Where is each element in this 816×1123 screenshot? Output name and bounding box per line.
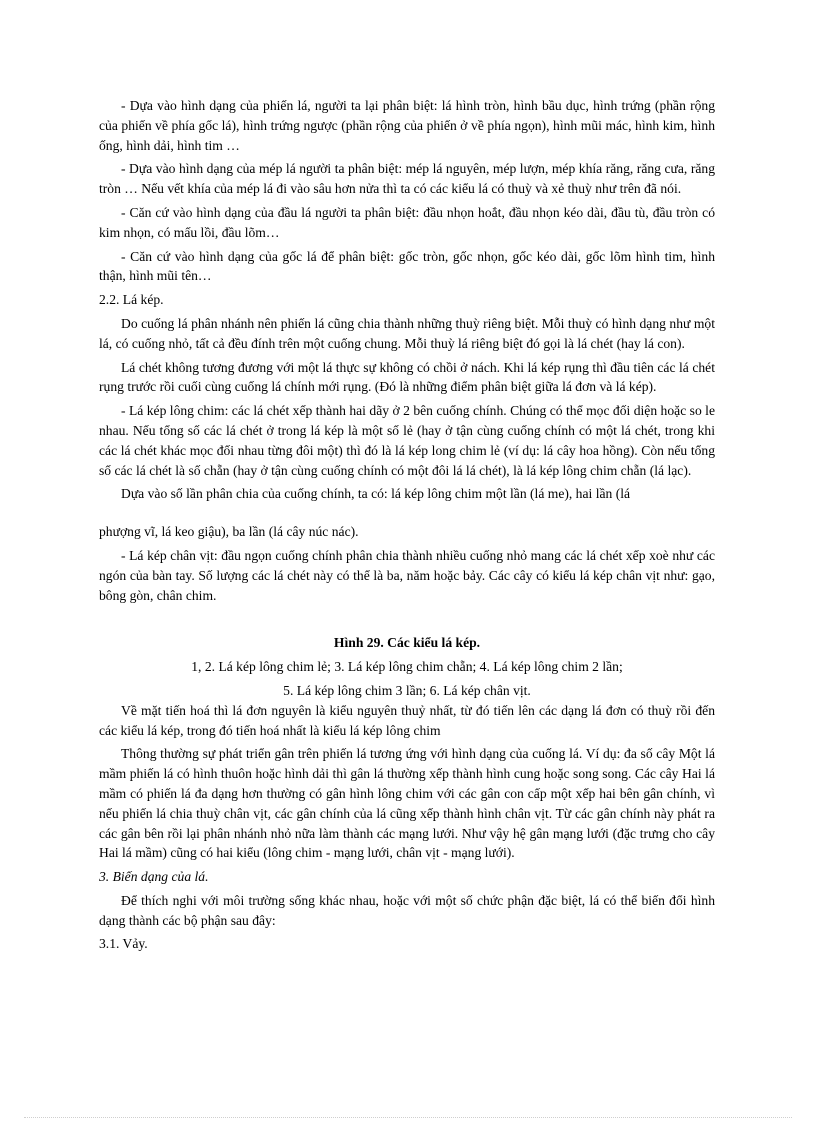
document-page [99,96,715,958]
paragraph-leaf-modification: Để thích nghi với môi trường sống khác nhau, hoặc với một số chức phận đặc biệt, lá có thể biến đổi hình dạng thành các bộ phận sau đây: [99,892,715,928]
paragraph-evolution: Về mặt tiến hoá thì lá đơn nguyên là kiểu nguyên thuỷ nhất, từ đó tiến lên các dạng lá đơn có thuỳ rồi đến các kiểu lá kép, trong đó tiến hoá nhất là kiểu lá kép lông chim [99,702,715,738]
figure-title: Hình 29. Các kiểu lá kép. [333,635,481,651]
paragraph-division-count: Dựa vào số lần phân chia của cuống chính, ta có: lá kép lông chim một lần (lá me), hai lần (lá [121,486,631,502]
section-heading-leaf-modification: 3. Biến dạng của lá. [99,869,209,885]
paragraph-leaflet: Lá chét không tương đương với một lá thực sự không có chồi ở nách. Khi lá kép rụng thì đầu tiên các lá chét rụng trước rồi cuối cùng cuống lá chính mới rụng. (Đó là những điểm phân biệt giữa lá đơn và lá kép). [99,359,715,395]
paragraph-venation: Thông thường sự phát triển gân trên phiến lá tương ứng với hình dạng của cuống lá. Ví dụ: đa số cây Một lá mầm phiến lá có hình thuôn hoặc hình dải thì gân lá thường xếp thành hình cung hoặc song song. Các cây Hai lá mầm có phiến lá đa dạng hơn thường có gân hình lông chim với các gân con cấp một xếp hai bên gân chính, vì nếu phiến lá chia thuỳ chân vịt, các gân chính của lá cũng xếp thành hình chân vịt. Từ các gân chính này phát ra các gân bên rồi lại phân nhánh nhỏ nữa làm thành các mạng lưới. Như vậy hệ gân mạng lưới (đặc trưng cho cây Hai lá mầm) cũng có hai kiểu (lông chim - mạng lưới, chân vịt - mạng lưới). [99,746,715,861]
page-bottom-divider [24,1117,792,1118]
paragraph-pinnate-leaf: - Lá kép lông chim: các lá chét xếp thành hai dãy ở 2 bên cuống chính. Chúng có thể mọc đối diện hoặc so le nhau. Nếu tổng số các lá chét ở trong lá kép là một số lẻ (hay ở tận cùng cuống chính có một lá chét, trong khi các lá chét khác mọc đối nhau từng đôi một) thì đó là lá kép long chim lẻ (ví dụ: lá cây hoa hồng). Còn nếu tổng số các lá chét là số chẵn (hay ở tận cùng cuống chính có một đôi lá lá chét), là lá kép lông chim chẵn (lá lạc). [99,403,715,478]
section-heading-compound-leaf: 2.2. Lá kép. [99,292,164,308]
paragraph-compound-leaf-intro: Do cuống lá phân nhánh nên phiến lá cũng chia thành những thuỳ riêng biệt. Mỗi thuỳ có hình dạng như một lá, có cuống nhỏ, tất cả đều đính trên một cuống chung. Mỗi thuỳ lá riêng biệt đó gọi là lá chét (hay lá con). [99,315,715,351]
section-heading-scales: 3.1. Vảy. [99,936,148,952]
figure-caption-line-1: 1, 2. Lá kép lông chim lẻ; 3. Lá kép lông chim chẵn; 4. Lá kép lông chim 2 lần; [191,659,623,675]
paragraph-leaf-blade-shape: - Dựa vào hình dạng của phiến lá, người ta lại phân biệt: lá hình tròn, hình bầu dục, hình trứng (phần rộng của phiến về phía gốc lá), hình trứng ngược (phần rộng của phiến ở về phía ngọn), hình mũi mác, hình kim, hình ống, hình dải, hình tim … [99,98,715,153]
paragraph-leaf-apex: - Căn cứ vào hình dạng của đầu lá người ta phân biệt: đầu nhọn hoắt, đầu nhọn kéo dài, đầu tù, đầu tròn có kim nhọn, có mấu lồi, đầu lõm… [99,204,715,240]
paragraph-palmate-leaf: - Lá kép chân vịt: đầu ngọn cuống chính phân chia thành nhiều cuống nhỏ mang các lá chét xếp xoè như các ngón của bàn tay. Số lượng các lá chét này có thể là ba, năm hoặc bảy. Các cây có kiểu lá kép chân vịt như: gạo, bông gòn, chân chim. [99,547,715,603]
paragraph-leaf-margin: - Dựa vào hình dạng của mép lá người ta phân biệt: mép lá nguyên, mép lượn, mép khía răng, răng cưa, răng tròn … Nếu vết khía của mép lá đi vào sâu hơn nửa thì ta có các kiểu lá có thuỳ và xẻ thuỳ như trên đã nói. [99,161,715,197]
paragraph-leaf-base: - Căn cứ vào hình dạng của gốc lá để phân biệt: gốc tròn, gốc nhọn, gốc kéo dài, gốc lõm hình tim, hình thận, hình mũi tên… [99,248,715,284]
figure-caption-line-2: 5. Lá kép lông chim 3 lần; 6. Lá kép chân vịt. [283,682,531,698]
paragraph-division-count-continued: phượng vĩ, lá keo giậu), ba lần (lá cây núc nác). [99,524,359,540]
